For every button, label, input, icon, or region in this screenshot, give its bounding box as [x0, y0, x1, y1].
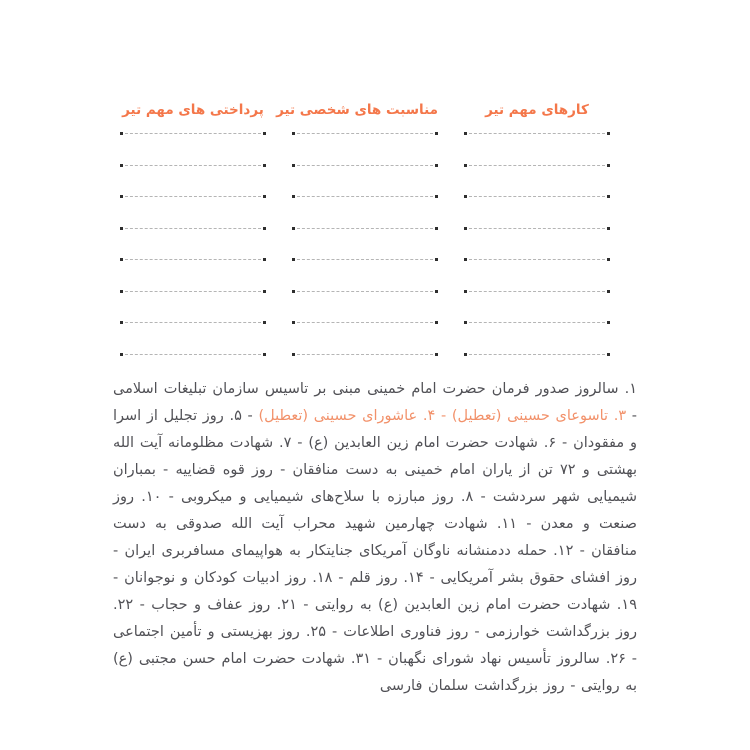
dotted-line: [297, 291, 433, 292]
ruled-line: [464, 165, 610, 197]
dotted-line: [297, 354, 433, 355]
dotted-line: [469, 165, 605, 166]
dotted-line: [125, 354, 261, 355]
dotted-line: [125, 228, 261, 229]
events-text-segment: - ۵. روز تجلیل از اسرا و مفقودان - ۶. شهادت حضرت امام زین العابدین (ع) - ۷. شهادت مظلومانه آیت الله بهشتی و ۷۲ تن از یاران امام خمینی به دست منافقان - روز قوه قضاییه - بمباران شیمیایی شهر سردشت - ۸. روز مبارزه با سلاح‌های شیمیایی و میکروبی - ۱۰. روز صنعت و معدن - ۱۱. شهادت چهارمین شهید محراب آیت الله صدوقی به دست منافقان - ۱۲. حمله ددمنشانه ناوگان آمریکای جنایتکار به هواپیمای مسافربری ایران - روز افشای حقوق بشر آمریکایی - ۱۴. روز قلم - ۱۸. روز ادبیات کودکان و نوجوانان - ۱۹. شهادت حضرت امام زین العابدین (ع) به روایتی - ۲۱. روز عفاف و حجاب - ۲۲. روز بزرگداشت خوارزمی - روز فناوری اطلاعات - ۲۵. روز بهزیستی و تأمین اجتماعی - ۲۶. سالروز تأسیس نهاد شورای نگهبان - ۳۱. شهادت حضرت امام حسن مجتبی (ع) به روایتی - روز بزرگداشت سلمان فارسی: [113, 408, 638, 694]
dotted-line: [125, 291, 261, 292]
ruled-line: [464, 354, 610, 386]
ruled-lines-occasions: [292, 133, 438, 385]
dotted-line: [469, 354, 605, 355]
dotted-line: [469, 228, 605, 229]
dotted-line: [297, 133, 433, 134]
events-highlight-segment: ۳. تاسوعای حسینی (تعطیل) - ۴. عاشورای حسینی (تعطیل): [258, 408, 627, 424]
column-title-tasks: کارهای مهم تیر: [485, 102, 589, 118]
dotted-line: [125, 165, 261, 166]
ruled-line: [120, 196, 266, 228]
ruled-line: [292, 291, 438, 323]
ruled-line: [292, 259, 438, 291]
ruled-line: [120, 291, 266, 323]
dotted-line: [469, 291, 605, 292]
dotted-line: [125, 322, 261, 323]
dotted-line: [297, 259, 433, 260]
ruled-line: [464, 133, 610, 165]
dotted-line: [469, 259, 605, 260]
ruled-line: [464, 322, 610, 354]
ruled-line: [292, 228, 438, 260]
ruled-line: [464, 259, 610, 291]
dotted-line: [297, 322, 433, 323]
planner-column-occasions: [276, 100, 438, 385]
planner-column-payments: [120, 100, 266, 385]
dotted-line: [125, 196, 261, 197]
month-events-paragraph: [113, 376, 637, 700]
ruled-line: [292, 354, 438, 386]
ruled-line: [120, 354, 266, 386]
ruled-line: [292, 196, 438, 228]
dotted-line: [469, 196, 605, 197]
ruled-lines-payments: [120, 133, 266, 385]
planner-column-tasks: [464, 100, 610, 385]
ruled-line: [120, 228, 266, 260]
ruled-line: [292, 165, 438, 197]
dotted-line: [297, 165, 433, 166]
ruled-line: [464, 196, 610, 228]
dotted-line: [297, 196, 433, 197]
ruled-line: [464, 291, 610, 323]
ruled-lines-tasks: [464, 133, 610, 385]
column-title-occasions: مناسبت های شخصی تیر: [276, 102, 438, 118]
dotted-line: [125, 259, 261, 260]
ruled-line: [292, 322, 438, 354]
dotted-line: [469, 322, 605, 323]
events-text-segment: ۱. سالروز صدور فرمان حضرت امام خمینی مبنی بر تاسیس سازمان تبلیغات اسلامی -: [113, 381, 638, 424]
dotted-line: [125, 133, 261, 134]
ruled-line: [120, 165, 266, 197]
column-title-payments: پرداختی های مهم تیر: [122, 102, 264, 118]
ruled-line: [464, 228, 610, 260]
ruled-line: [292, 133, 438, 165]
ruled-line: [120, 322, 266, 354]
ruled-line: [120, 133, 266, 165]
dotted-line: [297, 228, 433, 229]
ruled-line: [120, 259, 266, 291]
dotted-line: [469, 133, 605, 134]
